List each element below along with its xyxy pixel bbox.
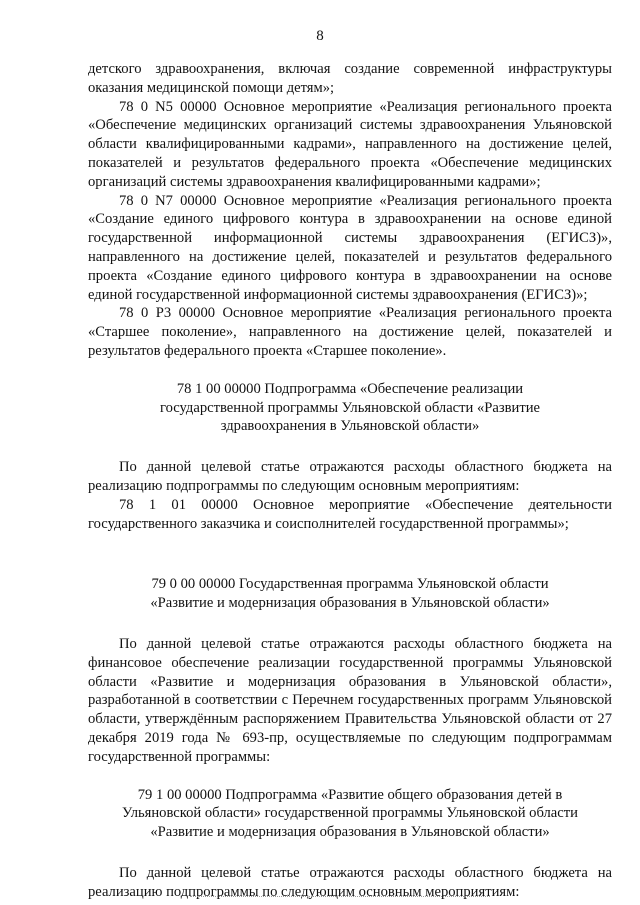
heading-subprogram-78-1 [88, 380, 612, 436]
paragraph-measure-01: 78 1 01 00000 Основное мероприятие «Обеспечение деятельности государственного заказчика и соисполнителей государственной программы»; [88, 496, 612, 532]
heading-line: 79 1 00 00000 Подпрограмма «Развитие общего образования детей в [137, 786, 563, 803]
page-number: 8 [316, 28, 324, 44]
heading-line: здравоохранения в Ульяновской области» [220, 418, 480, 435]
heading-line: 78 1 00 00000 Подпрограмма «Обеспечение реализации [176, 380, 524, 397]
paragraph-subprogram-intro: По данной целевой статье отражаются расходы областного бюджета на реализацию подпрограммы по следующим основным мероприятиям: [88, 459, 612, 494]
heading-line: 79 0 00 00000 Государственная программа Ульяновской области [151, 576, 549, 593]
heading-subprogram-79-1 [88, 786, 612, 842]
paragraph-program-79-intro: По данной целевой статье отражаются расходы областного бюджета на финансовое обеспечение реализации государственной программы Ульяновской области «Развитие и модернизация образования в Ульяновской области», разработанной в соответствии с Перечнем государственных программ Ульяновской области, утверждённым распоряжением Правительства Ульяновской области от 27 декабря 2019 года № 693-пр, осуществляемые по следующим подпрограммам государственной программы: [88, 635, 612, 765]
heading-line: Ульяновской области» государственной программы Ульяновской области [122, 805, 578, 822]
paragraph-measure-n5: 78 0 N5 00000 Основное мероприятие «Реализация регионального проекта «Обеспечение медицинских организаций системы здравоохранения Ульяновской области квалифицированными кадрами», направленного на достижение целей, показателей и результатов федерального проекта «Обеспечение медицинских организаций системы здравоохранения квалифицированными кадрами»; [88, 98, 612, 190]
heading-program-79 [88, 575, 612, 613]
footer-divider [190, 896, 490, 897]
paragraph-subprogram-79-1-intro: По данной целевой статье отражаются расходы областного бюджета на реализацию подпрограммы по следующим основным мероприятиям: [88, 864, 612, 900]
heading-line: государственной программы Ульяновской области «Развитие [159, 399, 541, 416]
paragraph-measure-p3: 78 0 P3 00000 Основное мероприятие «Реализация регионального проекта «Старшее поколение», направленного на достижение целей, показателей и результатов федерального проекта «Старшее поколение». [88, 305, 612, 359]
paragraph-continuation: детского здравоохранения, включая создание современной инфраструктуры оказания медицинской помощи детям»; [88, 61, 612, 96]
paragraph-measure-n7: 78 0 N7 00000 Основное мероприятие «Реализация регионального проекта «Создание единого цифрового контура в здравоохранении на основе единой государственной информационной системы здравоохранения (ЕГИСЗ)», направленного на достижение целей, показателей и результатов федерального проекта «Создание единого цифрового контура в здравоохранении на основе единой государственной информационной системы здравоохранения (ЕГИСЗ)»; [88, 192, 612, 303]
heading-line: «Развитие и модернизация образования в Ульяновской области» [150, 824, 550, 841]
heading-line: «Развитие и модернизация образования в Ульяновской области» [150, 595, 550, 612]
document-body [88, 60, 612, 901]
